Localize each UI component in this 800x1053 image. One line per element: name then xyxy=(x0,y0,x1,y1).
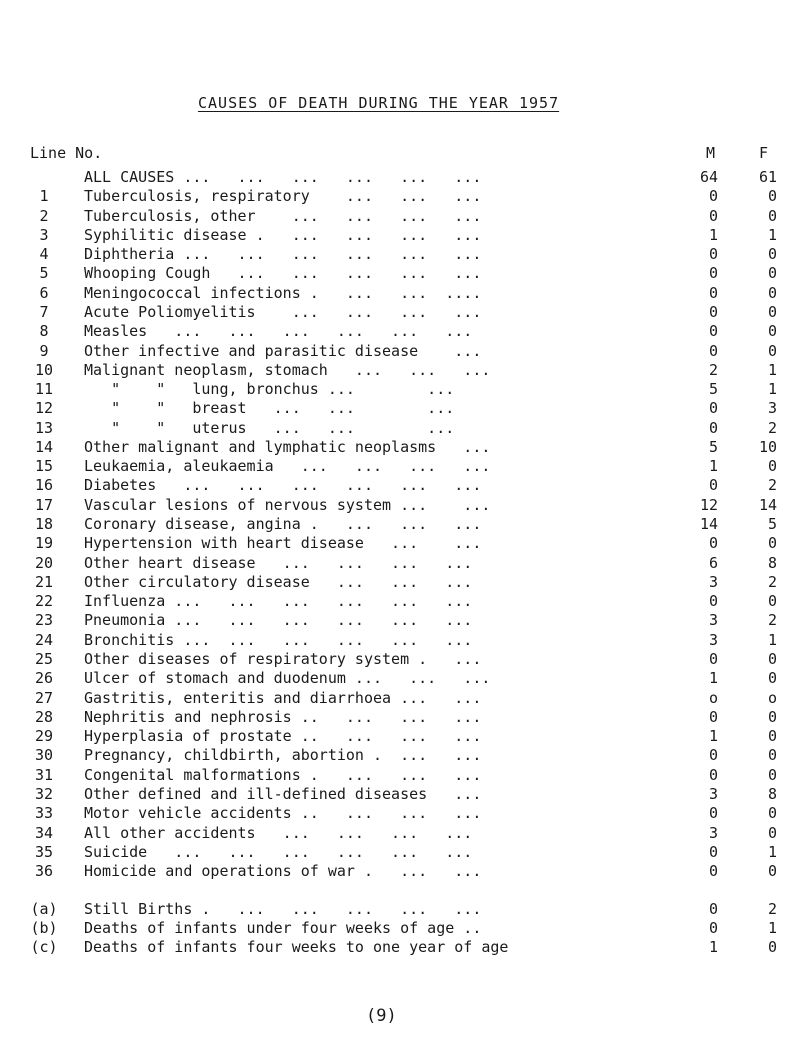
male-count: 3 xyxy=(708,630,718,649)
female-count: 0 xyxy=(767,322,777,341)
female-count: 0 xyxy=(767,804,777,823)
male-count: 6 xyxy=(708,553,718,572)
line-number: 3 xyxy=(39,225,49,244)
table-row xyxy=(0,303,800,322)
female-count: 1 xyxy=(767,630,777,649)
table-row xyxy=(0,669,800,688)
male-count: 1 xyxy=(708,938,718,956)
table-row xyxy=(0,380,800,399)
line-number: (a) xyxy=(30,900,58,918)
female-count: 10 xyxy=(758,437,777,456)
male-count: 1 xyxy=(708,225,718,244)
female-count: 0 xyxy=(767,264,777,283)
cause-label: Measles ... ... ... ... ... ... xyxy=(84,322,473,341)
line-number: 27 xyxy=(34,688,54,707)
line-number: 12 xyxy=(34,399,54,418)
line-number: 2 xyxy=(39,206,49,225)
male-count: 3 xyxy=(708,572,718,591)
table-row xyxy=(0,938,800,957)
female-count: 1 xyxy=(767,360,777,379)
female-count: 0 xyxy=(767,534,777,553)
male-count: 0 xyxy=(708,206,718,225)
male-count: 0 xyxy=(708,322,718,341)
line-number: 1 xyxy=(39,187,49,206)
cause-label: Whooping Cough ... ... ... ... ... xyxy=(84,264,482,283)
cause-label: Homicide and operations of war . ... ... xyxy=(84,862,482,881)
cause-label: Hyperplasia of prostate .. ... ... ... xyxy=(84,727,482,746)
female-count: 0 xyxy=(767,592,777,611)
table-row xyxy=(0,843,800,862)
table-row xyxy=(0,766,800,785)
line-number: 20 xyxy=(34,553,54,572)
cause-label: Syphilitic disease . ... ... ... ... xyxy=(84,225,482,244)
female-count: 0 xyxy=(767,650,777,668)
female-count: 0 xyxy=(767,727,777,746)
male-count: 1 xyxy=(708,669,718,688)
female-column-header: F xyxy=(759,144,769,162)
male-count: 0 xyxy=(708,399,718,418)
table-row xyxy=(0,804,800,823)
table-row xyxy=(0,361,800,380)
line-number: (b) xyxy=(30,919,58,937)
line-number: 26 xyxy=(34,669,54,688)
line-number: 21 xyxy=(34,572,54,591)
cause-label: Deaths of infants under four weeks of age .. xyxy=(84,919,482,937)
table-row xyxy=(0,824,800,843)
table-row xyxy=(0,226,800,245)
cause-label: Pregnancy, childbirth, abortion . ... ... xyxy=(84,746,482,765)
table-row xyxy=(0,438,800,457)
cause-label: Coronary disease, angina . ... ... ... xyxy=(84,515,482,534)
table-row xyxy=(0,207,800,226)
male-count: 3 xyxy=(708,611,718,630)
cause-label: Hypertension with heart disease ... ... xyxy=(84,534,482,553)
male-count: 0 xyxy=(708,650,718,668)
line-number: 34 xyxy=(34,823,54,842)
male-count: 5 xyxy=(708,380,718,399)
female-count: 0 xyxy=(767,707,777,726)
line-number: 22 xyxy=(34,592,54,611)
male-count: 5 xyxy=(708,437,718,456)
female-count: 0 xyxy=(767,302,777,321)
line-no-header: Line No. xyxy=(30,144,103,162)
table-row xyxy=(0,419,800,438)
female-count: 2 xyxy=(767,418,777,437)
cause-label: Vascular lesions of nervous system ... ... xyxy=(84,495,491,514)
line-number: 29 xyxy=(34,727,54,746)
cause-label: Diabetes ... ... ... ... ... ... xyxy=(84,476,482,495)
female-count: 61 xyxy=(758,168,777,186)
female-count: 0 xyxy=(767,206,777,225)
male-count: 0 xyxy=(708,302,718,321)
male-count: 0 xyxy=(708,919,718,937)
cause-label: " " breast ... ... ... xyxy=(84,399,455,418)
female-count: 0 xyxy=(767,669,777,688)
line-number: 32 xyxy=(34,784,54,803)
female-count: 0 xyxy=(767,283,777,302)
male-count: 12 xyxy=(699,495,718,514)
line-number: (c) xyxy=(30,938,58,956)
table-row xyxy=(0,496,800,515)
female-count: 2 xyxy=(767,476,777,495)
female-count: 0 xyxy=(767,457,777,476)
cause-label: Pneumonia ... ... ... ... ... ... xyxy=(84,611,473,630)
cause-label: Motor vehicle accidents .. ... ... ... xyxy=(84,804,482,823)
line-number: 13 xyxy=(34,418,54,437)
female-count: 0 xyxy=(767,341,777,360)
female-count: 1 xyxy=(767,225,777,244)
cause-label: Tuberculosis, other ... ... ... ... xyxy=(84,206,482,225)
cause-label: Influenza ... ... ... ... ... ... xyxy=(84,592,473,611)
table-row xyxy=(0,592,800,611)
line-number: 28 xyxy=(34,707,54,726)
table-row xyxy=(0,631,800,650)
cause-label: Suicide ... ... ... ... ... ... xyxy=(84,842,473,861)
female-count: 0 xyxy=(767,823,777,842)
table-row xyxy=(0,611,800,630)
line-number: 7 xyxy=(39,302,49,321)
line-number: 8 xyxy=(39,322,49,341)
cause-label: Other infective and parasitic disease ... xyxy=(84,341,482,360)
table-row xyxy=(0,689,800,708)
cause-label: Bronchitis ... ... ... ... ... ... xyxy=(84,630,473,649)
table-row xyxy=(0,457,800,476)
table-row xyxy=(0,785,800,804)
female-count: 8 xyxy=(767,784,777,803)
table-row xyxy=(0,708,800,727)
table-row xyxy=(0,187,800,206)
cause-label: " " uterus ... ... ... xyxy=(84,418,455,437)
table-row xyxy=(0,900,800,919)
male-count: 0 xyxy=(708,592,718,611)
line-number: 6 xyxy=(39,283,49,302)
female-count: 0 xyxy=(767,746,777,765)
table-row xyxy=(0,573,800,592)
table-row xyxy=(0,919,800,938)
female-count: 2 xyxy=(767,611,777,630)
male-count: 0 xyxy=(708,804,718,823)
male-count: 0 xyxy=(708,746,718,765)
line-number: 5 xyxy=(39,264,49,283)
male-count: 64 xyxy=(699,168,718,186)
line-number: 36 xyxy=(34,862,54,881)
page-title: CAUSES OF DEATH DURING THE YEAR 1957 xyxy=(198,94,560,112)
male-count: 3 xyxy=(708,823,718,842)
female-count: 0 xyxy=(767,187,777,206)
table-row xyxy=(0,245,800,264)
cause-label: Tuberculosis, respiratory ... ... ... xyxy=(84,187,482,206)
male-count: 0 xyxy=(708,534,718,553)
table-row xyxy=(0,534,800,553)
male-count: 0 xyxy=(708,341,718,360)
cause-label: Other heart disease ... ... ... ... xyxy=(84,553,473,572)
table-row xyxy=(0,727,800,746)
line-number: 19 xyxy=(34,534,54,553)
table-row xyxy=(0,322,800,341)
cause-label: Diphtheria ... ... ... ... ... ... xyxy=(84,245,482,264)
male-column-header: M xyxy=(706,144,716,162)
line-number: 11 xyxy=(34,380,54,399)
female-count: 1 xyxy=(767,919,777,937)
table-row xyxy=(0,284,800,303)
cause-label: Acute Poliomyelitis ... ... ... ... xyxy=(84,302,482,321)
female-count: 0 xyxy=(767,938,777,956)
table-row xyxy=(0,862,800,881)
line-number: 10 xyxy=(34,360,54,379)
male-count: 0 xyxy=(708,862,718,881)
male-count: 0 xyxy=(708,900,718,918)
male-count: 3 xyxy=(708,784,718,803)
female-count: 3 xyxy=(767,399,777,418)
line-number: 24 xyxy=(34,630,54,649)
line-number: 31 xyxy=(34,765,54,784)
table-row xyxy=(0,264,800,283)
table-row xyxy=(0,554,800,573)
cause-label: Other diseases of respiratory system . ... xyxy=(84,650,482,668)
male-count: 0 xyxy=(708,765,718,784)
line-number: 23 xyxy=(34,611,54,630)
table-row xyxy=(0,399,800,418)
female-count: 0 xyxy=(767,245,777,264)
line-number: 17 xyxy=(34,495,54,514)
table-row xyxy=(0,476,800,495)
female-count: 2 xyxy=(767,572,777,591)
cause-label: Ulcer of stomach and duodenum ... ... ... xyxy=(84,669,491,688)
female-count: 0 xyxy=(767,862,777,881)
line-number: 30 xyxy=(34,746,54,765)
cause-label: Congenital malformations . ... ... ... xyxy=(84,765,482,784)
table-row xyxy=(0,650,800,669)
cause-label: " " lung, bronchus ... ... xyxy=(84,380,455,399)
male-count: 0 xyxy=(708,707,718,726)
male-count: 1 xyxy=(708,457,718,476)
female-count: o xyxy=(767,688,777,707)
cause-label: Other defined and ill-defined diseases ... xyxy=(84,784,482,803)
cause-label: ALL CAUSES ... ... ... ... ... ... xyxy=(84,168,482,186)
line-number: 25 xyxy=(34,650,54,668)
table-row xyxy=(0,342,800,361)
male-count: 0 xyxy=(708,418,718,437)
female-count: 5 xyxy=(767,515,777,534)
male-count: 0 xyxy=(708,842,718,861)
female-count: 2 xyxy=(767,900,777,918)
cause-label: All other accidents ... ... ... ... xyxy=(84,823,473,842)
line-number: 4 xyxy=(39,245,49,264)
cause-label: Other malignant and lymphatic neoplasms ... xyxy=(84,437,491,456)
female-count: 1 xyxy=(767,380,777,399)
cause-label: Malignant neoplasm, stomach ... ... ... xyxy=(84,360,491,379)
male-count: 14 xyxy=(699,515,718,534)
male-count: 0 xyxy=(708,245,718,264)
male-count: o xyxy=(708,688,718,707)
cause-label: Nephritis and nephrosis .. ... ... ... xyxy=(84,707,482,726)
line-number: 9 xyxy=(39,341,49,360)
table-row xyxy=(0,515,800,534)
line-number: 33 xyxy=(34,804,54,823)
female-count: 8 xyxy=(767,553,777,572)
female-count: 0 xyxy=(767,765,777,784)
male-count: 0 xyxy=(708,264,718,283)
male-count: 1 xyxy=(708,727,718,746)
line-number: 18 xyxy=(34,515,54,534)
male-count: 0 xyxy=(708,187,718,206)
table-row xyxy=(0,746,800,765)
female-count: 14 xyxy=(758,495,777,514)
male-count: 0 xyxy=(708,476,718,495)
female-count: 1 xyxy=(767,842,777,861)
cause-label: Gastritis, enteritis and diarrhoea ... ... xyxy=(84,688,482,707)
cause-label: Deaths of infants four weeks to one year of age xyxy=(84,938,509,956)
male-count: 2 xyxy=(708,360,718,379)
page-number: (9) xyxy=(366,1006,397,1026)
male-count: 0 xyxy=(708,283,718,302)
cause-label: Leukaemia, aleukaemia ... ... ... ... xyxy=(84,457,491,476)
line-number: 15 xyxy=(34,457,54,476)
cause-label: Other circulatory disease ... ... ... xyxy=(84,572,473,591)
cause-label: Meningococcal infections . ... ... .... xyxy=(84,283,482,302)
line-number: 14 xyxy=(34,437,54,456)
line-number: 16 xyxy=(34,476,54,495)
table-row xyxy=(0,168,800,187)
cause-label: Still Births . ... ... ... ... ... xyxy=(84,900,482,918)
line-number: 35 xyxy=(34,842,54,861)
